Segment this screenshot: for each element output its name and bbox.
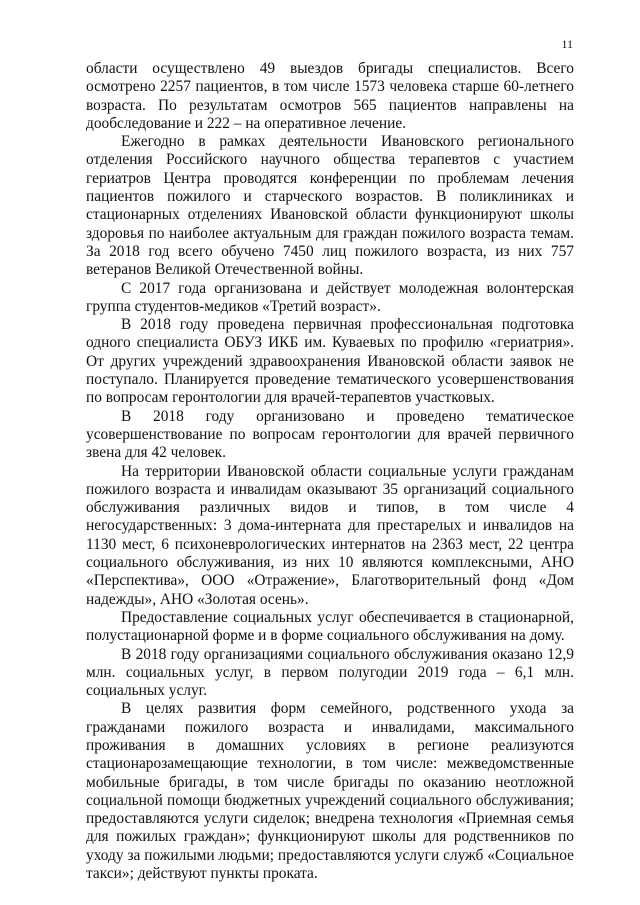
paragraph-exam-results: области осуществлено 49 выездов бригады специалистов. Всего осмотрено 2257 пациентов, в том числе 1573 человека старше 60-летнего возраста. По результатам осмотров 565 пациентов направлены на дообследование и 222 – на оперативное лечение. — [86, 60, 574, 132]
paragraph-social-organizations: На территории Ивановской области социальные услуги гражданам пожилого возраста и инвалидам оказывают 35 организаций социального обслуживания различных видов и типов, в том числе 4 негосударственных: 3 дома-интерната для престарелых и инвалидов на 1130 мест, 6 психоневрологических интернатов на 2363 мест, 22 центра социального обслуживания, из них 10 являются комплексными, АНО «Перспектива», ООО «Отражение», Благотворительный фонд «Дом надежды», АНО «Золотая осень». — [86, 462, 574, 608]
paragraph-volunteer-group: С 2017 года организована и действует молодежная волонтерская группа студентов-медиков «Третий возраст». — [86, 279, 574, 315]
paragraph-service-forms: Предоставление социальных услуг обеспечивается в стационарной, полустационарной форме и в форме социального обслуживания на дому. — [86, 608, 574, 645]
paragraph-training-geriatrics: В 2018 году проведена первичная профессиональная подготовка одного специалиста ОБУЗ ИКБ им. Куваевых по профилю «гериатрия». От других учреждений здравоохранения Ивановской области заявок не поступало. Планируется проведение тематического усовершенствования по вопросам геронтологии для врачей-терапевтов участковых. — [86, 316, 574, 407]
document-body — [86, 60, 574, 883]
paragraph-services-volume: В 2018 году организациями социального обслуживания оказано 12,9 млн. социальных услуг, в первом полугодии 2019 года – 6,1 млн. социальных услуг. — [86, 645, 574, 700]
page-number: 11 — [561, 37, 573, 51]
paragraph-family-care: В целях развития форм семейного, родственного ухода за гражданами пожилого возраста и инвалидами, максимального проживания в домашних условиях в регионе реализуются стационарозамещающие технологии, в том числе: межведомственные мобильные бригады, в том числе бригады по оказанию неотложной социальной помощи бюджетных учреждений социального обслуживания; предоставляются услуги сиделок; внедрена технология «Приемная семья для пожилых граждан»; функционируют школы для родственников по уходу за пожилыми людьми; предоставляются услуги служб «Социальное такси»; действуют пункты проката. — [86, 700, 574, 883]
paragraph-conferences: Ежегодно в рамках деятельности Ивановского регионального отделения Российского научного общества терапевтов с участием гериатров Центра проводятся конференции по проблемам лечения пациентов пожилого и старческого возрастов. В поликлиниках и стационарных отделениях Ивановской области функционируют школы здоровья по наиболее актуальным для граждан пожилого возраста темам. За 2018 год всего обучено 7450 лиц пожилого возраста, из них 757 ветеранов Великой Отечественной войны. — [86, 133, 574, 279]
paragraph-thematic-training: В 2018 году организовано и проведено тематическое усовершенствование по вопросам геронтологии для врачей первичного звена для 42 человек. — [86, 407, 574, 462]
